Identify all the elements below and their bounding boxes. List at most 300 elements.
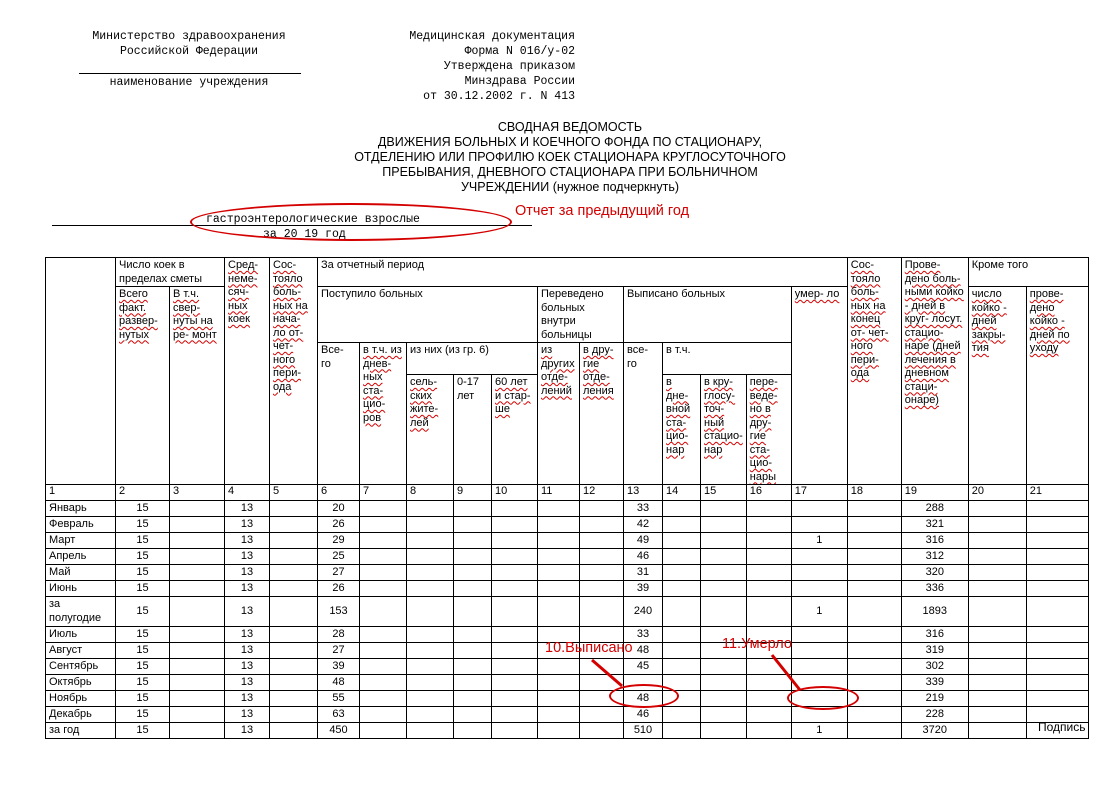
empty-cell bbox=[538, 565, 580, 581]
empty-cell bbox=[580, 549, 624, 565]
empty-cell bbox=[454, 643, 492, 659]
empty-cell bbox=[847, 581, 901, 597]
empty-cell bbox=[1026, 691, 1088, 707]
month-cell: за полугодие bbox=[46, 597, 116, 627]
empty-cell bbox=[538, 723, 580, 739]
empty-cell bbox=[407, 501, 454, 517]
empty-cell bbox=[746, 723, 791, 739]
empty-cell bbox=[492, 517, 538, 533]
empty-cell bbox=[270, 723, 318, 739]
column-number: 20 bbox=[968, 485, 1026, 501]
discharged-cell: 33 bbox=[624, 627, 663, 643]
empty-cell bbox=[663, 723, 701, 739]
empty-cell bbox=[407, 707, 454, 723]
institution-label: наименование учреждения bbox=[109, 76, 269, 89]
empty-cell bbox=[538, 659, 580, 675]
table-row bbox=[46, 565, 1089, 581]
empty-cell bbox=[538, 501, 580, 517]
form-info-line: Утверждена приказом bbox=[443, 60, 575, 73]
bed-days-cell: 3720 bbox=[901, 723, 968, 739]
empty-cell bbox=[968, 723, 1026, 739]
empty-cell bbox=[1026, 581, 1088, 597]
empty-cell bbox=[360, 691, 407, 707]
header-text: Сос- тояло боль- ных на нача- ло от- чет- ного пери- ода bbox=[273, 259, 308, 393]
empty-cell bbox=[663, 707, 701, 723]
died-cell bbox=[791, 517, 847, 533]
header-admitted-of-them: из них (из гр. 6) bbox=[407, 343, 538, 375]
institution-underline bbox=[79, 73, 301, 74]
discharged-cell: 240 bbox=[624, 597, 663, 627]
column-number: 21 bbox=[1026, 485, 1088, 501]
empty-cell bbox=[492, 675, 538, 691]
empty-cell bbox=[492, 707, 538, 723]
empty-cell bbox=[492, 581, 538, 597]
empty-cell bbox=[360, 597, 407, 627]
admitted-cell: 28 bbox=[318, 627, 360, 643]
empty-cell bbox=[580, 517, 624, 533]
beds-cell: 15 bbox=[116, 533, 170, 549]
header-text: в т.ч. из днев- ных ста- цио- ров bbox=[363, 344, 402, 424]
empty-cell bbox=[454, 581, 492, 597]
empty-cell bbox=[454, 627, 492, 643]
empty-cell bbox=[968, 549, 1026, 565]
admitted-cell: 153 bbox=[318, 597, 360, 627]
empty-cell bbox=[663, 659, 701, 675]
beds-cell: 15 bbox=[116, 627, 170, 643]
empty-cell bbox=[580, 565, 624, 581]
month-cell: Декабрь bbox=[46, 707, 116, 723]
empty-cell bbox=[538, 675, 580, 691]
table-row bbox=[46, 723, 1089, 739]
empty-cell bbox=[360, 581, 407, 597]
column-number: 18 bbox=[847, 485, 901, 501]
header-text: в дне- вной ста- цио- нар bbox=[666, 376, 691, 456]
empty-cell bbox=[454, 517, 492, 533]
discharged-cell: 45 bbox=[624, 659, 663, 675]
empty-cell bbox=[663, 565, 701, 581]
column-number: 19 bbox=[901, 485, 968, 501]
empty-cell bbox=[847, 533, 901, 549]
empty-cell bbox=[407, 691, 454, 707]
empty-cell bbox=[746, 675, 791, 691]
bed-days-cell: 316 bbox=[901, 627, 968, 643]
bed-days-cell: 219 bbox=[901, 691, 968, 707]
beds-cell: 15 bbox=[116, 581, 170, 597]
empty-cell bbox=[847, 675, 901, 691]
header-text: В т.ч. свер- нуты на ре- монт bbox=[173, 288, 217, 341]
header-beds-closed bbox=[170, 287, 225, 485]
header-closed-bed-days bbox=[968, 287, 1026, 485]
empty-cell bbox=[170, 627, 225, 643]
beds-cell: 15 bbox=[116, 565, 170, 581]
empty-cell bbox=[701, 691, 747, 707]
header-text: умер- ло bbox=[794, 288, 840, 300]
beds-cell: 15 bbox=[116, 501, 170, 517]
empty-cell bbox=[663, 627, 701, 643]
column-number: 15 bbox=[701, 485, 747, 501]
beds-cell: 15 bbox=[116, 675, 170, 691]
empty-cell bbox=[492, 643, 538, 659]
month-cell: за год bbox=[46, 723, 116, 739]
empty-cell bbox=[701, 517, 747, 533]
empty-cell bbox=[360, 659, 407, 675]
header-rural bbox=[407, 375, 454, 485]
empty-cell bbox=[663, 533, 701, 549]
empty-cell bbox=[492, 533, 538, 549]
empty-cell bbox=[538, 597, 580, 627]
empty-cell bbox=[701, 675, 747, 691]
empty-cell bbox=[407, 723, 454, 739]
empty-cell bbox=[407, 627, 454, 643]
header-including: в т.ч. bbox=[663, 343, 792, 375]
empty-cell bbox=[360, 627, 407, 643]
bed-days-cell: 312 bbox=[901, 549, 968, 565]
died-cell: 1 bbox=[791, 597, 847, 627]
table-row bbox=[46, 517, 1089, 533]
title-line: ОТДЕЛЕНИЮ ИЛИ ПРОФИЛЮ КОЕК СТАЦИОНАРА КРУГЛОСУТОЧНОГО bbox=[354, 150, 786, 164]
table-row bbox=[46, 675, 1089, 691]
empty-cell bbox=[663, 643, 701, 659]
title-note: (нужное подчеркнуть) bbox=[549, 180, 680, 194]
header-text: пере- веде- но в дру- гие ста- цио- нары bbox=[749, 376, 778, 483]
empty-cell bbox=[360, 723, 407, 739]
header-text: Прове- дено боль- ными койко - дней в круг- лосут. стацио- наре (дней лечения в дневном стаци- онаре) bbox=[904, 259, 964, 406]
avg-cell: 13 bbox=[225, 627, 270, 643]
month-cell: Август bbox=[46, 643, 116, 659]
empty-cell bbox=[270, 675, 318, 691]
empty-cell bbox=[746, 565, 791, 581]
empty-cell bbox=[968, 565, 1026, 581]
table-row bbox=[46, 707, 1089, 723]
header-bed-days bbox=[901, 258, 968, 485]
empty-cell bbox=[170, 675, 225, 691]
month-cell: Июнь bbox=[46, 581, 116, 597]
document-title bbox=[300, 120, 840, 195]
empty-cell bbox=[580, 533, 624, 549]
table-row bbox=[46, 691, 1089, 707]
avg-cell: 13 bbox=[225, 549, 270, 565]
empty-cell bbox=[968, 597, 1026, 627]
month-cell: Апрель bbox=[46, 549, 116, 565]
title-line-part: УЧРЕЖДЕНИИ bbox=[460, 180, 550, 194]
report-period: за 20 19 год bbox=[263, 228, 346, 241]
month-cell: Февраль bbox=[46, 517, 116, 533]
empty-cell bbox=[847, 501, 901, 517]
empty-cell bbox=[1026, 597, 1088, 627]
admitted-cell: 20 bbox=[318, 501, 360, 517]
column-number: 5 bbox=[270, 485, 318, 501]
admitted-cell: 450 bbox=[318, 723, 360, 739]
beds-cell: 15 bbox=[116, 517, 170, 533]
beds-cell: 15 bbox=[116, 597, 170, 627]
discharged-callout: 10.Выписано bbox=[545, 640, 633, 656]
title-line bbox=[300, 180, 840, 195]
admitted-cell: 39 bbox=[318, 659, 360, 675]
empty-cell bbox=[580, 501, 624, 517]
header-except-group: Кроме того bbox=[968, 258, 1088, 287]
empty-cell bbox=[170, 707, 225, 723]
column-number: 12 bbox=[580, 485, 624, 501]
died-cell bbox=[791, 565, 847, 581]
form-info-line: Форма N 016/у-02 bbox=[464, 45, 575, 58]
empty-cell bbox=[847, 627, 901, 643]
header-empty bbox=[46, 258, 116, 485]
avg-cell: 13 bbox=[225, 643, 270, 659]
died-total-highlight-ellipse bbox=[787, 686, 859, 710]
empty-cell bbox=[360, 517, 407, 533]
empty-cell bbox=[701, 549, 747, 565]
header-discharged-day bbox=[663, 375, 701, 485]
empty-cell bbox=[492, 597, 538, 627]
empty-cell bbox=[847, 565, 901, 581]
discharged-cell: 42 bbox=[624, 517, 663, 533]
empty-cell bbox=[270, 501, 318, 517]
discharged-cell: 46 bbox=[624, 707, 663, 723]
empty-cell bbox=[746, 707, 791, 723]
header-beds-total bbox=[116, 287, 170, 485]
ministry-line: Российской Федерации bbox=[119, 45, 259, 58]
died-cell: 1 bbox=[791, 533, 847, 549]
empty-cell bbox=[1026, 627, 1088, 643]
empty-cell bbox=[170, 723, 225, 739]
empty-cell bbox=[407, 533, 454, 549]
empty-cell bbox=[580, 581, 624, 597]
empty-cell bbox=[1026, 565, 1088, 581]
empty-cell bbox=[663, 501, 701, 517]
empty-cell bbox=[270, 517, 318, 533]
form-info-line: Минздрава России bbox=[464, 75, 575, 88]
empty-cell bbox=[1026, 501, 1088, 517]
avg-cell: 13 bbox=[225, 659, 270, 675]
header-text: Всего факт. развер- нутых bbox=[119, 288, 158, 341]
report-note: Отчет за предыдущий год bbox=[515, 203, 690, 219]
empty-cell bbox=[847, 597, 901, 627]
discharged-cell: 33 bbox=[624, 501, 663, 517]
empty-cell bbox=[746, 517, 791, 533]
header-admitted-day bbox=[360, 343, 407, 485]
empty-cell bbox=[701, 581, 747, 597]
empty-cell bbox=[170, 533, 225, 549]
empty-cell bbox=[454, 501, 492, 517]
empty-cell bbox=[968, 533, 1026, 549]
empty-cell bbox=[538, 691, 580, 707]
died-cell bbox=[791, 627, 847, 643]
header-discharged-group: Выписано больных bbox=[624, 287, 792, 343]
empty-cell bbox=[270, 659, 318, 675]
title-line: СВОДНАЯ ВЕДОМОСТЬ bbox=[497, 120, 643, 134]
empty-cell bbox=[701, 565, 747, 581]
month-cell: Октябрь bbox=[46, 675, 116, 691]
discharged-cell: 49 bbox=[624, 533, 663, 549]
avg-cell: 13 bbox=[225, 581, 270, 597]
empty-cell bbox=[270, 533, 318, 549]
header-age-60 bbox=[492, 375, 538, 485]
header-transferred-group: Переведено больных внутри больницы bbox=[538, 287, 624, 343]
empty-cell bbox=[746, 501, 791, 517]
column-number: 6 bbox=[318, 485, 360, 501]
header-text: 60 лет и стар- ше bbox=[495, 376, 531, 415]
discharged-cell: 39 bbox=[624, 581, 663, 597]
died-cell bbox=[791, 659, 847, 675]
avg-cell: 13 bbox=[225, 501, 270, 517]
empty-cell bbox=[492, 501, 538, 517]
empty-cell bbox=[538, 517, 580, 533]
signature-label: Подпись bbox=[1038, 720, 1086, 734]
empty-cell bbox=[270, 643, 318, 659]
header-admitted-total: Все- го bbox=[318, 343, 360, 485]
table-row bbox=[46, 597, 1089, 627]
header-text: прове- дено койко - дней по уходу bbox=[1029, 288, 1070, 354]
empty-cell bbox=[492, 691, 538, 707]
empty-cell bbox=[701, 533, 747, 549]
empty-cell bbox=[492, 549, 538, 565]
header-text: число койко - дней закры- тия bbox=[971, 288, 1007, 354]
empty-cell bbox=[746, 597, 791, 627]
beds-cell: 15 bbox=[116, 707, 170, 723]
bed-days-cell: 339 bbox=[901, 675, 968, 691]
empty-cell bbox=[968, 643, 1026, 659]
empty-cell bbox=[407, 517, 454, 533]
table-row bbox=[46, 549, 1089, 565]
avg-cell: 13 bbox=[225, 597, 270, 627]
empty-cell bbox=[663, 549, 701, 565]
empty-cell bbox=[492, 723, 538, 739]
bed-days-cell: 228 bbox=[901, 707, 968, 723]
died-callout: 11.Умерло bbox=[722, 636, 792, 652]
empty-cell bbox=[746, 533, 791, 549]
avg-cell: 13 bbox=[225, 565, 270, 581]
header-discharged-roundclock bbox=[701, 375, 747, 485]
empty-cell bbox=[746, 581, 791, 597]
ministry-block bbox=[60, 29, 318, 59]
empty-cell bbox=[538, 707, 580, 723]
empty-cell bbox=[580, 723, 624, 739]
empty-cell bbox=[360, 501, 407, 517]
beds-cell: 15 bbox=[116, 643, 170, 659]
empty-cell bbox=[360, 549, 407, 565]
column-number-row bbox=[46, 485, 1089, 501]
empty-cell bbox=[270, 549, 318, 565]
column-number: 13 bbox=[624, 485, 663, 501]
column-number: 14 bbox=[663, 485, 701, 501]
empty-cell bbox=[407, 675, 454, 691]
empty-cell bbox=[663, 517, 701, 533]
month-cell: Январь bbox=[46, 501, 116, 517]
department-name: гастроэнтерологические взрослые bbox=[206, 213, 420, 226]
empty-cell bbox=[968, 707, 1026, 723]
admitted-cell: 63 bbox=[318, 707, 360, 723]
empty-cell bbox=[492, 565, 538, 581]
title-line: ПРЕБЫВАНИЯ, ДНЕВНОГО СТАЦИОНАРА ПРИ БОЛЬНИЧНОМ bbox=[382, 165, 758, 179]
admitted-cell: 26 bbox=[318, 517, 360, 533]
empty-cell bbox=[1026, 549, 1088, 565]
empty-cell bbox=[538, 581, 580, 597]
died-cell bbox=[791, 501, 847, 517]
empty-cell bbox=[454, 533, 492, 549]
empty-cell bbox=[170, 659, 225, 675]
column-number: 2 bbox=[116, 485, 170, 501]
empty-cell bbox=[170, 643, 225, 659]
month-cell: Сентябрь bbox=[46, 659, 116, 675]
empty-cell bbox=[454, 707, 492, 723]
form-info-block bbox=[372, 29, 575, 104]
table-row bbox=[46, 659, 1089, 675]
header-transferred-from bbox=[538, 343, 580, 485]
empty-cell bbox=[492, 659, 538, 675]
empty-cell bbox=[968, 659, 1026, 675]
empty-cell bbox=[270, 597, 318, 627]
empty-cell bbox=[170, 549, 225, 565]
avg-cell: 13 bbox=[225, 691, 270, 707]
avg-cell: 13 bbox=[225, 533, 270, 549]
empty-cell bbox=[454, 597, 492, 627]
beds-cell: 15 bbox=[116, 549, 170, 565]
empty-cell bbox=[407, 565, 454, 581]
empty-cell bbox=[360, 643, 407, 659]
header-start-state bbox=[270, 258, 318, 485]
empty-cell bbox=[847, 707, 901, 723]
admitted-cell: 29 bbox=[318, 533, 360, 549]
empty-cell bbox=[454, 549, 492, 565]
form-info-line: Медицинская документация bbox=[409, 30, 575, 43]
empty-cell bbox=[847, 659, 901, 675]
empty-cell bbox=[454, 565, 492, 581]
admitted-cell: 27 bbox=[318, 565, 360, 581]
empty-cell bbox=[270, 581, 318, 597]
header-reporting-period: За отчетный период bbox=[318, 258, 848, 287]
empty-cell bbox=[1026, 643, 1088, 659]
discharged-cell: 31 bbox=[624, 565, 663, 581]
ministry-line: Министерство здравоохранения bbox=[92, 30, 286, 43]
died-cell bbox=[791, 643, 847, 659]
empty-cell bbox=[360, 675, 407, 691]
empty-cell bbox=[270, 627, 318, 643]
bed-days-cell: 321 bbox=[901, 517, 968, 533]
month-cell: Март bbox=[46, 533, 116, 549]
header-text: в кру- глосу- точ- ный стацио- нар bbox=[704, 376, 743, 456]
empty-cell bbox=[701, 659, 747, 675]
bed-days-cell: 336 bbox=[901, 581, 968, 597]
month-cell: Май bbox=[46, 565, 116, 581]
empty-cell bbox=[270, 691, 318, 707]
beds-cell: 15 bbox=[116, 691, 170, 707]
column-number: 9 bbox=[454, 485, 492, 501]
empty-cell bbox=[663, 597, 701, 627]
column-number: 7 bbox=[360, 485, 407, 501]
table-row bbox=[46, 533, 1089, 549]
header-admitted-group: Поступило больных bbox=[318, 287, 538, 343]
empty-cell bbox=[270, 565, 318, 581]
table-row bbox=[46, 501, 1089, 517]
empty-cell bbox=[492, 627, 538, 643]
empty-cell bbox=[701, 707, 747, 723]
column-number: 10 bbox=[492, 485, 538, 501]
discharged-cell: 48 bbox=[624, 691, 663, 707]
admitted-cell: 26 bbox=[318, 581, 360, 597]
empty-cell bbox=[746, 549, 791, 565]
month-cell: Ноябрь bbox=[46, 691, 116, 707]
discharged-cell: 48 bbox=[624, 643, 663, 659]
empty-cell bbox=[968, 675, 1026, 691]
department-highlight-ellipse bbox=[190, 203, 512, 241]
empty-cell bbox=[454, 659, 492, 675]
empty-cell bbox=[580, 597, 624, 627]
column-number: 3 bbox=[170, 485, 225, 501]
empty-cell bbox=[360, 707, 407, 723]
empty-cell bbox=[746, 659, 791, 675]
empty-cell bbox=[538, 533, 580, 549]
died-cell: 1 bbox=[791, 723, 847, 739]
